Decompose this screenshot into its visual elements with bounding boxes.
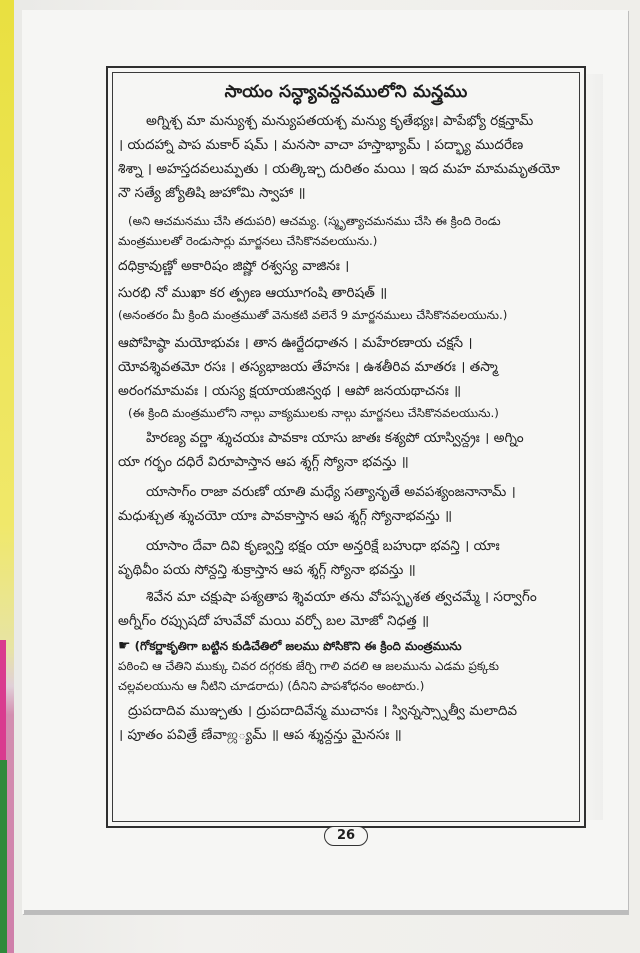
verse-line: । పూతం పవిత్రే ణేవాஜ్యమ్ ॥ ఆప శ్శున్దన్తు మైనసః ॥	[118, 727, 402, 743]
verse-line: శివేన మా చక్షుషా పశ్యతాప శ్శివయా తను వోపస్పృశత త్వచమ్మే । సర్వాగ్ం	[146, 589, 537, 605]
verse-line: అగ్నీగ్ం రప్సుషదో హువేవో మయి వర్చో బల మోజో నిధత్త ॥	[118, 613, 430, 629]
instruction-note: పఠించి ఆ చేతిని ముక్కు చివర దగ్గరకు జేర్చి గాలి వదలి ఆ జలమును ఎడమ ప్రక్కకు	[118, 659, 499, 673]
verse-line: యాసాగ్ం రాజా వరుణో యాతి మధ్యే సత్యానృతే అవపశ్యంజనానామ్ ।	[146, 484, 516, 500]
verse-line: శిశ్నా । అహస్తదవలుమ్పతు । యత్కిఞ్చ దురితం మయి । ఇద మహ మామమృతయో	[118, 161, 560, 177]
verse-line: సురభి నో ముఖా కర త్ప్రణ ఆయూగంషి తారిషత్ ॥	[118, 285, 388, 301]
verse-line: యా గర్భం దధిరే విరూపాస్తాన ఆప శ్శగ్గ్ స్యోనా భవన్తు ॥	[118, 454, 409, 470]
instruction-note: (అని ఆచమనము చేసి తదుపరి) ఆచమ్య. (స్మృత్యాచమనము చేసి ఈ క్రింది రెండు	[128, 214, 501, 228]
verse-line: యాసాం దేవా దివి కృణ్వన్తి భక్షం యా అన్తరిక్షే బహుధా భవన్తి । యాః	[146, 538, 500, 554]
verse-line: హిరణ్య వర్ణా శ్శుచయః పావకాః యాసు జాతః కశ్యపో యాస్విన్ద్రః । అగ్నిం	[146, 430, 524, 446]
page-content	[118, 79, 574, 747]
instruction-note: (ఈ క్రింది మంత్రములోని నాల్గు వాక్యములకు నాల్గు మార్జనలు చేసికొనవలయును.)	[128, 406, 499, 420]
verse-line: పృథివీం పయ సోన్దన్తి శుక్రాస్తాన ఆప శ్శగ్గ్ స్యోనా భవన్తు ॥	[118, 562, 416, 578]
page-number: 26	[324, 826, 368, 846]
reverse-bleed	[575, 74, 603, 820]
book-edge-green	[0, 760, 7, 953]
book-edge-magenta	[0, 640, 6, 760]
verse-line: నౌ సత్యే జ్యోతిషి జుహోమి స్వాహా ॥	[118, 185, 306, 201]
verse-line: ద్రుపదాదివ ముఞ్చతు । ద్రుపదాదివేన్మ ముచానః । స్విన్నస్స్నాత్వీ మలాదివ	[128, 703, 518, 719]
pointing-hand-icon: ☛	[118, 638, 131, 654]
page-title: సాయం సన్ధ్యావన్దనములోని మన్త్రము	[224, 82, 468, 102]
instruction-note: (అనంతరం మీ క్రింది మంత్రముతో వెనుకటి వలెనే 9 మార్జనములు చేసికొనవలయును.)	[118, 308, 508, 322]
verse-line: యోవశ్శివతమో రసః । తస్యభాజయ తేహనః । ఉశతీరివ మాతరః । తస్మా	[118, 359, 498, 375]
verse-line: । యదహ్నా పాప మకార్ షమ్ । మనసా వాచా హస్తాభ్యామ్ । పద్భ్యా ముదరేణ	[118, 137, 524, 153]
instruction-note: మంత్రములతో రెండుసార్లు మార్జనలు చేసికొనవలయును.)	[118, 234, 378, 248]
verse-line: దధిక్రావుణ్ణో అకారిషం జిష్ణో రశ్వస్య వాజినః ।	[118, 258, 350, 274]
verse-line: మధుశ్చుత శ్శుచయో యాః పావకాస్తాన ఆప శ్శగ్గ్ స్యోనాభవన్తు ॥	[118, 508, 453, 524]
instruction-note-text: (గోకర్ణాకృతిగా బట్టిన కుడిచేతిలో జలము పోసికొని ఈ క్రింది మంత్రమును	[134, 639, 462, 653]
page-shadow	[24, 910, 628, 914]
instruction-note: చల్లవలయును ఆ నీటిని చూడరాదు) (దీనిని పాపశోధనం అంటారు.)	[118, 679, 425, 693]
verse-line: అరంగమామవః । యస్య క్షయాయజిన్వథ । ఆపో జనయథాచనః ॥	[118, 383, 462, 399]
verse-line: అగ్నిశ్చ మా మన్యుశ్చ మన్యుపతయశ్చ మన్యు కృతేభ్యః। పాపేభ్యో రక్షన్తామ్	[146, 113, 534, 129]
verse-line: ఆపోహిష్ఠా మయోభువః । తాన ఊర్జేదధాతన । మహేరణాయ చక్షసే ।	[118, 335, 473, 351]
instruction-note	[118, 636, 574, 656]
